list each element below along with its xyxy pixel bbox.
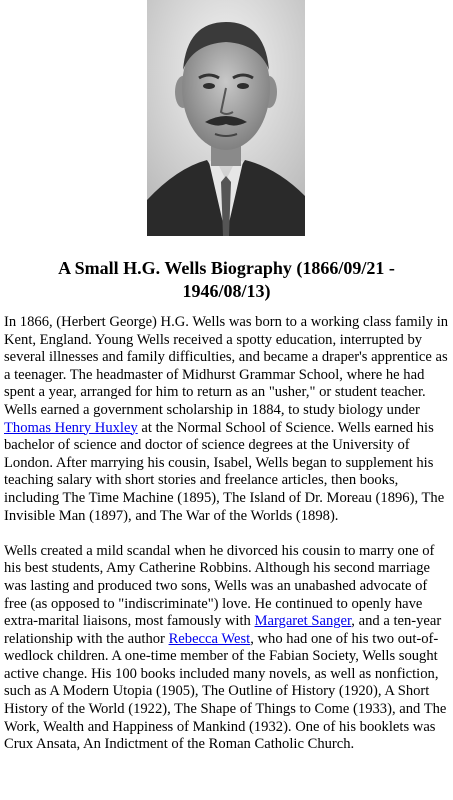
paragraph-text: , who had one of his two out-of-wedlock children. A one-time member of the Fabian Society, Wells sought active change. His 100 books included many novels, as well as nonfiction, such as A Modern Utopia (1905), The Outline of History (1920), A Short History of the World (1922), The Shape of Things to Come (1933), and The Work, Wealth and Happiness of Mankind (1932). One of his booklets was Crux Ansata, An Indictment of the Roman Catholic Church.	[4, 630, 447, 753]
paragraph-early-life	[4, 314, 449, 525]
biography-text	[4, 314, 449, 771]
link-rebecca-west[interactable]: Rebecca West	[168, 630, 251, 647]
link-margaret-sanger[interactable]: Margaret Sanger	[254, 613, 352, 630]
paragraph-text: , and a ten-year relationship with the author	[4, 613, 442, 647]
page-title: A Small H.G. Wells Biography (1866/09/21 - 1946/08/13)	[58, 258, 395, 301]
portrait-photo-icon	[147, 0, 305, 236]
paragraph-text: Wells created a mild scandal when he divorced his cousin to marry one of his best students, Amy Catherine Robbins. Although his second marriage was lasting and produced two sons, Wells was an unabashed advocate of free (as opposed to "indiscriminate") love. He continued to openly have extra-marital liaisons, most famously with	[4, 542, 435, 630]
portrait-photo	[147, 0, 305, 236]
paragraph-text: In 1866, (Herbert George) H.G. Wells was born to a working class family in Kent, England. Young Wells received a spotty education, interrupted by several illnesses and family difficulties, and became a draper's apprentice as a teenager. The headmaster of Midhurst Grammar School, where he had spent a year, arranged for him to return as an "usher," or student teacher. Wells earned a government scholarship in 1884, to study biology under	[4, 314, 449, 418]
paragraph-later-life	[4, 543, 449, 754]
link-thomas-henry-huxley[interactable]: Thomas Henry Huxley	[4, 419, 138, 436]
paragraph-text: at the Normal School of Science. Wells earned his bachelor of science and doctor of science degrees at the University of London. After marrying his cousin, Isabel, Wells began to supplement his teaching salary with short stories and freelance articles, then books, including The Time Machine (1895), The Island of Dr. Moreau (1896), The Invisible Man (1897), and The War of the Worlds (1898).	[4, 419, 445, 524]
